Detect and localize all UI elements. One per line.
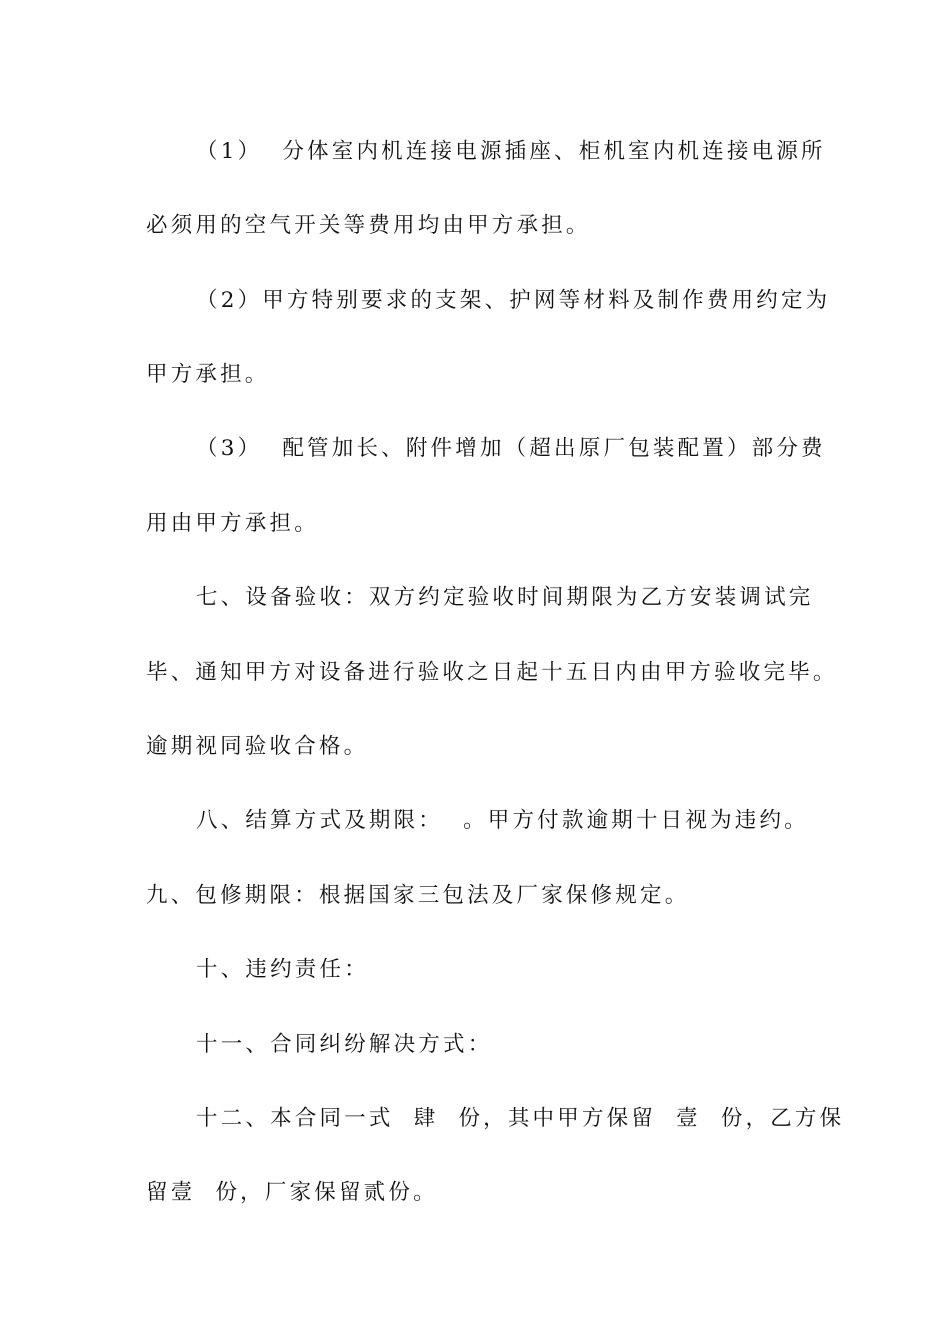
clause-12-line-2: 留壹 份，厂家保留贰份。 xyxy=(146,1180,438,1205)
clause-6-item-1-line-1: （1） 分体室内机连接电源插座、柜机室内机连接电源所 xyxy=(196,139,826,164)
clause-6-item-1-line-2: 必须用的空气开关等费用均由甲方承担。 xyxy=(146,213,591,238)
clause-6-item-2-line-2: 甲方承担。 xyxy=(146,362,270,387)
clause-7-line-2: 毕、通知甲方对设备进行验收之日起十五日内由甲方验收完毕。 xyxy=(146,660,838,685)
clause-7-line-1: 七、设备验收：双方约定验收时间期限为乙方安装调试完 xyxy=(196,585,814,610)
clause-11: 十一、合同纠纷解决方式： xyxy=(196,1032,493,1057)
clause-8: 八、结算方式及期限： 。甲方付款逾期十日视为违约。 xyxy=(196,808,809,833)
clause-9: 九、包修期限：根据国家三包法及厂家保修规定。 xyxy=(146,883,690,908)
clause-10: 十、违约责任： xyxy=(196,957,369,982)
clause-6-item-3-line-2: 用由甲方承担。 xyxy=(146,511,319,536)
clause-6-item-2-line-1: （2）甲方特别要求的支架、护网等材料及制作费用约定为 xyxy=(196,288,831,313)
clause-7-line-3: 逾期视同验收合格。 xyxy=(146,734,369,759)
clause-6-item-3-line-1: （3） 配管加长、附件增加（超出原厂包装配置）部分费 xyxy=(196,436,826,461)
clause-12-line-1: 十二、本合同一式 肆 份，其中甲方保留 壹 份，乙方保 xyxy=(196,1106,845,1131)
